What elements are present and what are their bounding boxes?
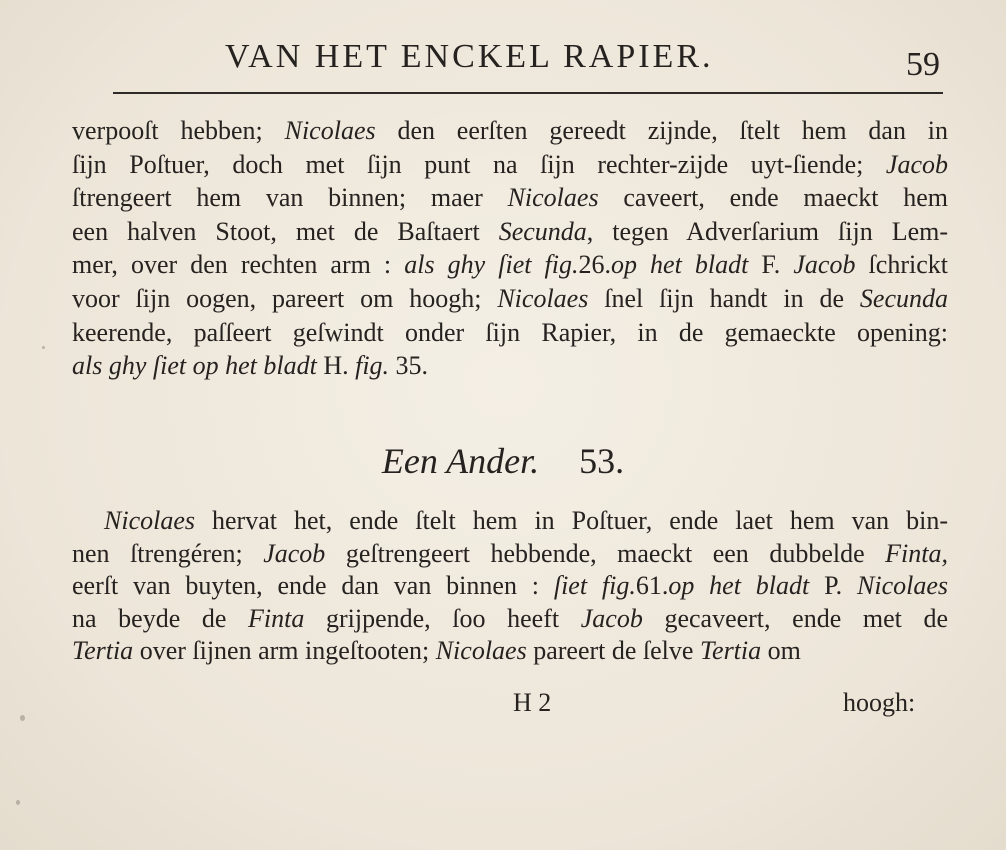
roman-text: 26. (578, 250, 611, 280)
text-line (72, 349, 948, 383)
paper-speck (16, 800, 20, 805)
roman-text: pareert de ſelve (526, 636, 700, 665)
text-line (72, 215, 948, 249)
roman-text: nen ſtrengéren; (72, 538, 264, 568)
page-footer (0, 688, 1006, 722)
roman-text: grijpende, ſoo heeft (304, 603, 581, 633)
roman-text: H. (316, 351, 356, 381)
running-title: VAN HET ENCKEL RAPIER. (225, 38, 714, 75)
italic-text: als ghy ſiet op het bladt (72, 351, 317, 381)
roman-text: eerſt van buyten, ende dan van binnen : (72, 571, 554, 600)
roman-text: ſnel ſijn handt in de (588, 283, 860, 313)
roman-text: geſtrengeert hebbende, maeckt een dubbelde (325, 538, 886, 568)
text-line (72, 316, 948, 350)
roman-text: F. (748, 250, 794, 280)
italic-text: Jacob (793, 250, 856, 280)
roman-text: om (761, 636, 801, 665)
italic-text: als ghy ſiet fig. (404, 250, 579, 280)
section-title: Een Ander. (381, 441, 540, 481)
text-line (72, 635, 948, 668)
roman-text: den eerſten gereedt zijnde, ſtelt hem dan in (375, 116, 948, 145)
italic-text: Nicolaes (507, 183, 599, 213)
paragraph-1 (72, 114, 948, 383)
italic-text: Jacob (580, 603, 643, 633)
paper-speck (42, 346, 45, 349)
roman-text: een halven Stoot, met de Baſtaert (72, 216, 499, 246)
roman-text: ſijn Poſtuer, doch met ſijn punt na ſijn rechter-zijde uyt-ſiende; (72, 149, 886, 179)
paragraph-2 (72, 505, 948, 668)
roman-text: caveert, ende maeckt hem (598, 183, 948, 213)
italic-text: fig. (355, 351, 390, 381)
roman-text: keerende, paſſeert geſwindt onder ſijn Rapier, in de gemaeckte opening: (72, 317, 948, 347)
italic-text: Tertia (72, 636, 134, 665)
roman-text: 35. (389, 351, 429, 381)
text-line (72, 570, 948, 603)
section-number: 53. (579, 441, 625, 481)
italic-text: Secunda (859, 283, 948, 313)
paper-speck (20, 715, 25, 721)
roman-text: , tegen Adverſarium ſijn Lem- (586, 216, 949, 246)
italic-text: Secunda (498, 216, 587, 246)
section-heading (0, 440, 1006, 482)
italic-text: Finta (248, 603, 305, 633)
roman-text: ſchrickt (855, 250, 948, 280)
roman-text: ſtrengeert hem van binnen; maer (72, 183, 508, 213)
roman-text: gecaveert, ende met de (642, 603, 948, 633)
roman-text: na beyde de (72, 603, 249, 633)
page-number: 59 (906, 46, 940, 83)
roman-text: verpooſt hebben; (72, 116, 285, 145)
italic-text: Nicolaes (497, 283, 589, 313)
text-line (72, 114, 948, 148)
italic-text: ſiet fig. (553, 571, 636, 600)
italic-text: Jacob (263, 538, 326, 568)
text-line (72, 603, 948, 636)
roman-text: mer, over den rechten arm : (72, 250, 405, 280)
text-line (72, 505, 948, 538)
roman-text: voor ſijn oogen, pareert om hoogh; (72, 283, 498, 313)
header-rule (113, 92, 943, 94)
signature-mark: H 2 (513, 688, 552, 717)
italic-text: Jacob (885, 149, 948, 179)
italic-text: Finta, (885, 538, 948, 568)
catchword: hoogh: (843, 688, 916, 717)
text-line (72, 282, 948, 316)
roman-text: P. (809, 571, 857, 600)
italic-text: Nicolaes (435, 636, 527, 665)
text-line (72, 148, 948, 182)
roman-text: over ſijnen arm ingeſtooten; (133, 636, 436, 665)
italic-text: Nicolaes (104, 506, 195, 535)
running-head (0, 38, 1006, 83)
italic-text: Nicolaes (857, 571, 948, 600)
roman-text: hervat het, ende ſtelt hem in Poſtuer, ende laet hem van bin- (195, 506, 948, 535)
italic-text: Nicolaes (284, 116, 376, 145)
roman-text: 61. (635, 571, 669, 600)
italic-text: Tertia (699, 636, 762, 665)
text-line (72, 248, 948, 282)
italic-text: op het bladt (668, 571, 810, 600)
text-line (72, 181, 948, 215)
text-line (72, 538, 948, 571)
italic-text: op het bladt (610, 250, 749, 280)
